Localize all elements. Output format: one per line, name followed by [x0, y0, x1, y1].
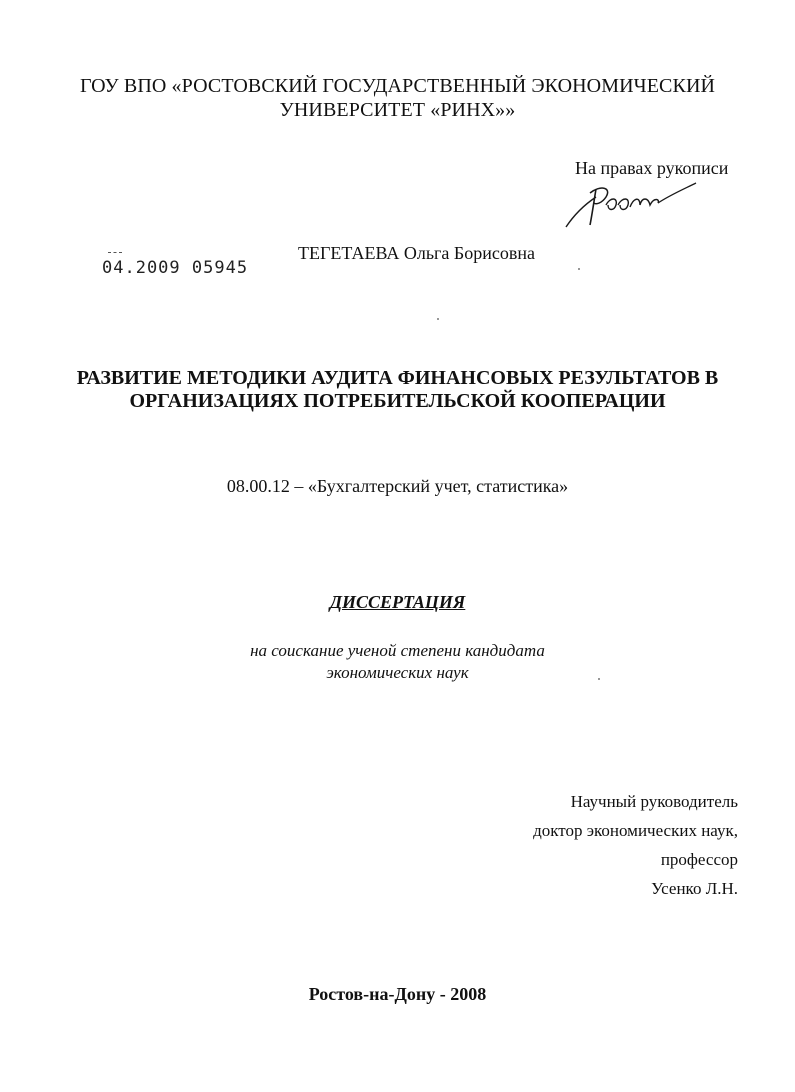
- degree-line-1: на соискание ученой степени кандидата: [250, 641, 545, 660]
- supervisor-role: Научный руководитель: [570, 792, 738, 811]
- manuscript-rights-note: На правах рукописи: [575, 158, 729, 178]
- supervisor-title: профессор: [660, 850, 738, 869]
- degree-line-2: экономических наук: [326, 663, 469, 682]
- dissertation-title: [0, 367, 795, 413]
- document-type-heading: ДИССЕРТАЦИЯ: [329, 592, 466, 612]
- university-line-2: УНИВЕРСИТЕТ «РИНХ»»: [279, 99, 516, 121]
- degree-statement: [0, 640, 795, 684]
- place-and-year: Ростов-на-Дону - 2008: [308, 984, 487, 1004]
- title-line-2: ОРГАНИЗАЦИЯХ ПОТРЕБИТЕЛЬСКОЙ КООПЕРАЦИИ: [129, 390, 666, 412]
- scan-speck: [437, 318, 439, 320]
- scan-speck: [578, 268, 580, 270]
- supervisor-degree: доктор экономических наук,: [533, 821, 738, 840]
- handwritten-signature: [560, 175, 700, 235]
- specialty-code: 08.00.12 – «Бухгалтерский учет, статистика»: [226, 476, 569, 496]
- supervisor-name: Усенко Л.Н.: [651, 879, 738, 898]
- archive-stamp-number: 04.2009 05945: [102, 258, 249, 278]
- title-line-1: РАЗВИТИЕ МЕТОДИКИ АУДИТА ФИНАНСОВЫХ РЕЗУЛЬТАТОВ В: [76, 367, 719, 389]
- supervisor-block: [533, 787, 738, 903]
- author-name: ТЕГЕТАЕВА Ольга Борисовна: [298, 243, 535, 263]
- scan-speck: [598, 678, 600, 680]
- university-name: [0, 74, 795, 122]
- stamp-mark: [108, 252, 122, 255]
- university-line-1: ГОУ ВПО «РОСТОВСКИЙ ГОСУДАРСТВЕННЫЙ ЭКОНОМИЧЕСКИЙ: [79, 75, 716, 97]
